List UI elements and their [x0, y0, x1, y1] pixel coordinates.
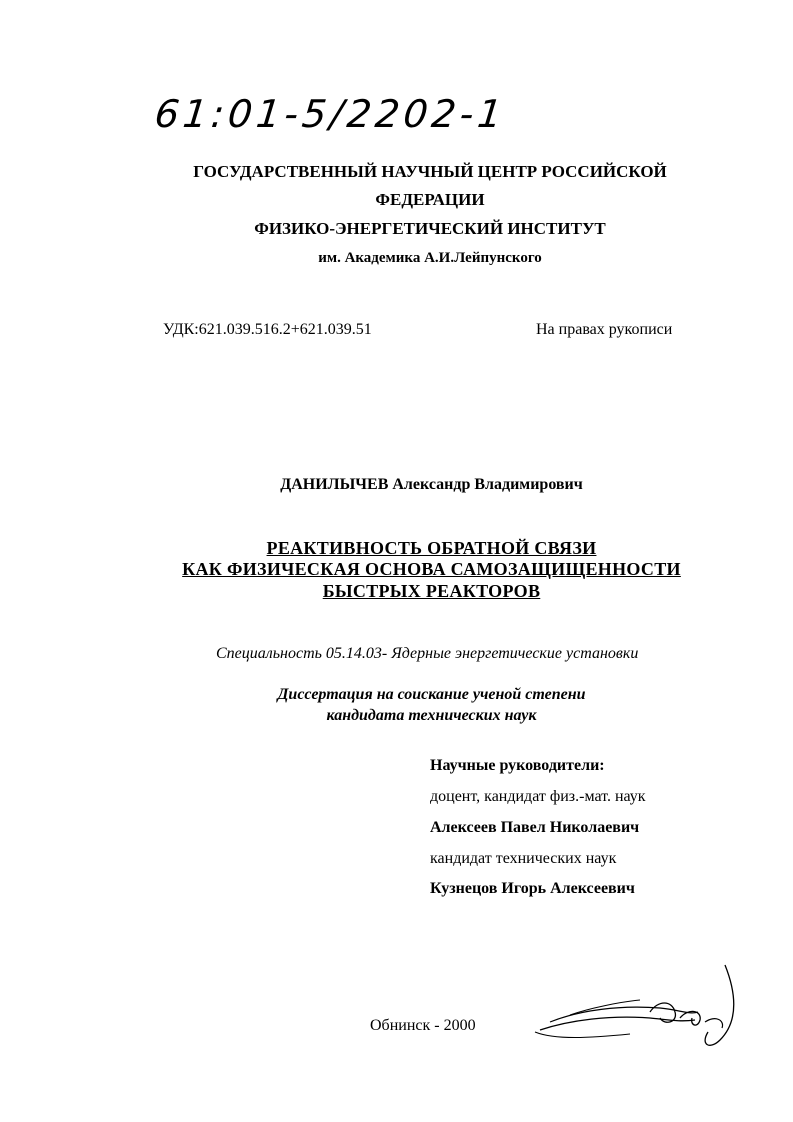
degree-line-2: кандидата технических наук: [326, 707, 537, 724]
degree-line-1: Диссертация на соискание ученой степени: [277, 686, 586, 703]
supervisor-2-title: кандидат технических наук: [430, 850, 617, 867]
city-year: Обнинск - 2000: [370, 1017, 476, 1034]
rights-note: На правах рукописи: [536, 321, 673, 338]
organization-line-1: ГОСУДАРСТВЕННЫЙ НАУЧНЫЙ ЦЕНТР РОССИЙСКОЙ: [193, 162, 667, 181]
udk-code: УДК:621.039.516.2+621.039.51: [163, 321, 372, 338]
thesis-title-line-2: КАК ФИЗИЧЕСКАЯ ОСНОВА САМОЗАЩИЩЕННОСТИ: [182, 559, 681, 579]
supervisor-2-name: Кузнецов Игорь Алексеевич: [430, 880, 635, 897]
thesis-title-line-3: БЫСТРЫХ РЕАКТОРОВ: [322, 581, 541, 601]
supervisor-1-name: Алексеев Павел Николаевич: [430, 819, 640, 836]
author-name: ДАНИЛЫЧЕВ Александр Владимирович: [280, 476, 583, 493]
thesis-title-line-1: РЕАКТИВНОСТЬ ОБРАТНОЙ СВЯЗИ: [266, 538, 597, 558]
specialty: Специальность 05.14.03- Ядерные энергетические установки: [216, 645, 639, 662]
signature-icon: [530, 960, 760, 1060]
organization-line-3: ФИЗИКО-ЭНЕРГЕТИЧЕСКИЙ ИНСТИТУТ: [254, 219, 606, 238]
supervisors-header: Научные руководители:: [430, 757, 605, 774]
supervisor-1-title: доцент, кандидат физ.-мат. наук: [430, 788, 646, 805]
archive-code-handwritten: 61:01-5/2202-1: [152, 92, 509, 136]
organization-line-4: им. Академика А.И.Лейпунского: [318, 250, 542, 266]
organization-line-2: ФЕДЕРАЦИИ: [375, 190, 485, 209]
